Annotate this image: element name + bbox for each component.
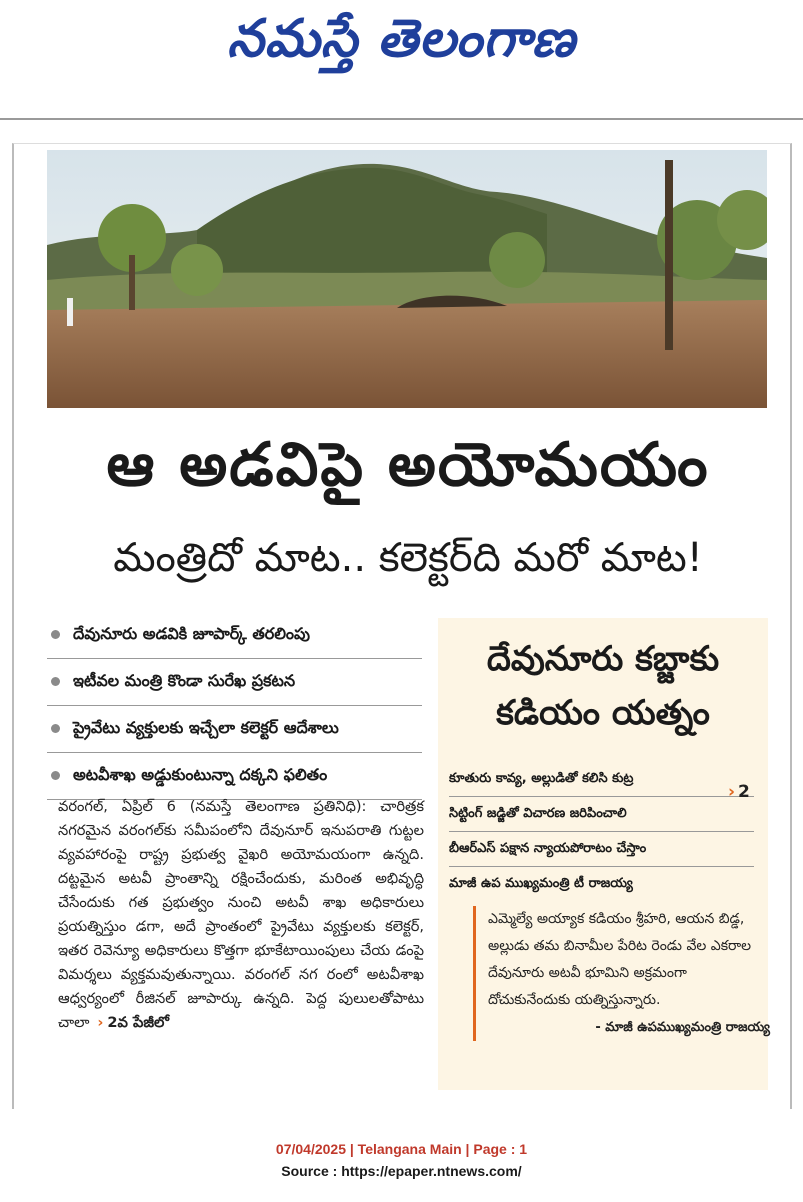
bullet-dot-icon [51,724,60,733]
photo-illustration [47,150,767,408]
masthead-rule [0,118,803,120]
newspaper-logo: నమస్తే తెలంగాణ [227,8,576,69]
bullet-dot-icon [51,771,60,780]
side-title-line2: కడియం యత్నం [496,693,710,733]
bullet-dot-icon [51,677,60,686]
footer-source[interactable]: Source : https://epaper.ntnews.com/ [281,1163,522,1179]
side-ref-line: సిట్టింగ్‌ జడ్జితో విచారణ జరిపించాలి [449,797,754,832]
headline: ఆ అడవిపై అయోమయం [106,430,710,500]
bullet-dot-icon [51,630,60,639]
highlight-text: అటవీశాఖ అడ్డుకుంటున్నా దక్కని ఫలితం [73,765,328,784]
continued-link[interactable] [97,1014,169,1031]
highlight-item [47,753,422,800]
side-ref-line: బీఆర్‌ఎస్‌ పక్షాన న్యాయపోరాటం చేస్తాం [449,832,754,867]
hill-forest-photo [47,150,767,408]
quote-text: ఎమ్మెల్యే అయ్యాక కడియం శ్రీహరి, ఆయన బిడ్డ, అల్లుడు తమ బినామీల పేరిట రెండు వేల ఎకరాల దేవునూరు అటవీ భూమిని అక్రమంగా దోచుకునేందుకు యత్నిస్తున్నారు. [488,911,752,1008]
side-ref-line: కూతురు కావ్య, అల్లుడితో కలిసి కుట్ర [449,762,754,797]
side-ref-page-number: 2 [738,782,750,802]
quote-attribution: - మాజీ ఉపముఖ్యమంత్రి రాజయ్య [595,1020,770,1035]
article-text: వరంగల్‌, ఏప్రిల్‌ 6 (నమస్తే తెలంగాణ ప్రతినిధి): చారిత్రక నగరమైన వరంగల్‌కు సమీపంలోని దేవునూర్‌ ఇనుపరాతి గుట్టల వ్యవహారంపై రాష్ట్ర ప్రభుత్వ వైఖరి అయోమయంగా ఉన్నది. దట్టమైన అటవీ ప్రాంతాన్ని రక్షించేందుకు, మరింత అభివృద్ధి చేసేందుకు గత ప్రభుత్వం నుంచి అటవీ శాఖ అధికారులు ప్రయత్నిస్తుం డగా, అదే ప్రాంతంలో ప్రైవేటు వ్యక్తులకు కలెక్టర్‌, ఇతర రెవెన్యూ అధికారులు కొత్తగా భూకేటాయింపులు చేయ డంపై విమర్శలు వ్యక్తమవుతున్నాయి. వరంగల్‌ నగ రంలో అటవీశాఖ ఆధ్వర్యంలో రీజినల్‌ జూపార్కు ఉన్నది. పెద్ద పులులతోపాటు చాలా [58,798,424,1031]
article-body [58,795,424,1035]
footer-edition: 07/04/2025 | Telangana Main | Page : 1 [275,1141,528,1157]
side-story-title [438,632,768,740]
highlight-item [47,659,422,706]
chevron-right-icon: › [728,782,736,802]
side-ref-page[interactable] [728,782,750,802]
highlight-text: దేవునూరు అడవికి జూపార్క్‌ తరలింపు [73,624,310,643]
highlight-text: ఇటీవల మంత్రి కొండా సురేఖ ప్రకటన [73,671,296,690]
side-ref-line: మాజీ ఉప ముఖ్యమంత్రి టీ రాజయ్య [449,876,633,891]
highlight-text: ప్రైవేటు వ్యక్తులకు ఇచ్చేలా కలెక్టర్‌ ఆదేశాలు [73,718,339,737]
highlights-list [47,612,422,800]
pull-quote [473,906,770,1041]
chevron-right-icon: › [97,1014,104,1031]
continued-text: 2వ పేజీలో [107,1014,170,1031]
highlight-item [47,612,422,659]
subheadline: మంత్రిదో మాట.. కలెక్టర్‌ది మరో మాట! [113,535,703,581]
masthead [0,0,803,120]
page-footer [0,1138,803,1182]
side-title-line1: దేవునూరు కబ్జాకు [486,639,720,679]
highlight-item [47,706,422,753]
